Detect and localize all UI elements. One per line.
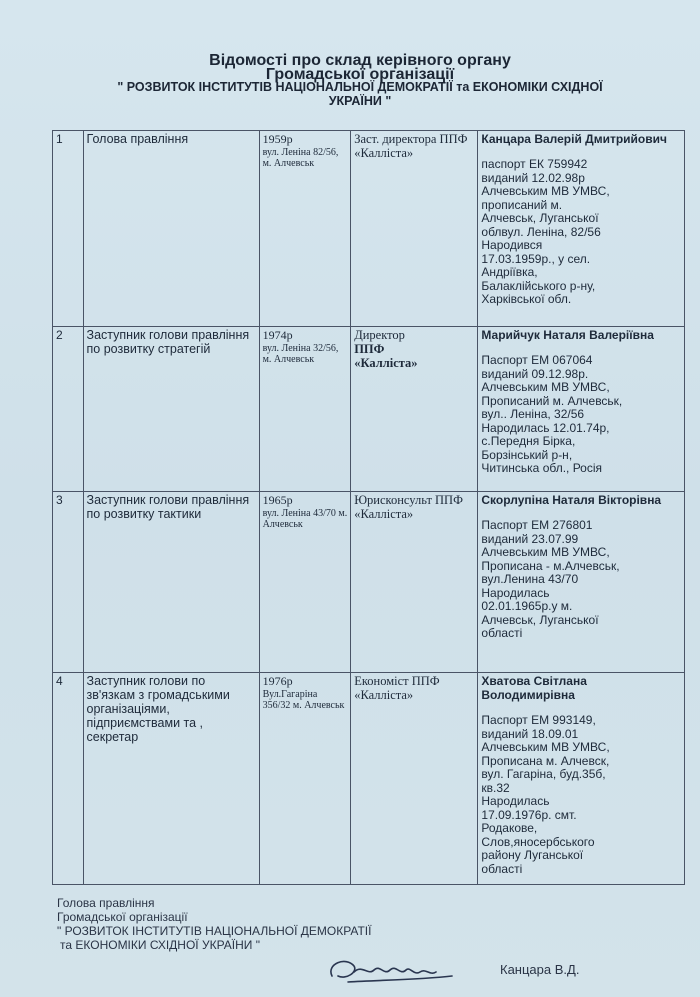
organization-name-line1: " РОЗВИТОК ІНСТИТУТІВ НАЦІОНАЛЬНОЇ ДЕМОКРАТІЇ та ЕКОНОМІКИ СХІДНОЇ	[117, 80, 603, 94]
birth-cell	[259, 492, 351, 673]
birth-cell	[259, 131, 351, 327]
company-name: «Каллiста»	[354, 356, 418, 370]
table-row	[53, 327, 685, 492]
birth-year: 1959р	[262, 132, 293, 146]
organization-name-line2: УКРАЇНИ "	[328, 94, 392, 108]
table-row	[53, 673, 685, 885]
personal-info-cell	[478, 131, 685, 327]
table-row	[53, 131, 685, 327]
members-table	[52, 130, 685, 885]
personal-info-cell	[478, 327, 685, 492]
position-cell: Заступник голови правління по розвитку тактики	[83, 492, 259, 673]
footer-org-name-line1: " РОЗВИТОК ІНСТИТУТІВ НАЦІОНАЛЬНОЇ ДЕМОКРАТІЇ	[57, 924, 372, 938]
job-cell: Заст. директора ППФ «Каллiста»	[351, 131, 478, 327]
table-row	[53, 492, 685, 673]
birth-year: 1974р	[262, 328, 293, 342]
row-number: 2	[53, 327, 84, 492]
footer-org-type: Громадської організації	[57, 910, 188, 924]
full-name: Скорлупіна Наталя Вікторівна	[481, 493, 662, 507]
birth-year: 1976р	[262, 674, 293, 688]
passport-info: паспорт ЕК 759942 виданий 12.02.98р Алчевським МВ УМВС, прописаний м. Алчевськ, Луганської облвул. Леніна, 82/56 Народився 17.03.1959р., у сел. Андріївка, Балаклійського р-ну, Харківської обл.	[481, 157, 610, 306]
birth-year: 1965р	[262, 493, 293, 507]
address: Вул.Гагаріна 356/32 м. Алчевськ	[262, 689, 345, 711]
footer-title: Голова правління	[57, 896, 155, 910]
job-cell	[351, 327, 478, 492]
passport-info: Паспорт ЕМ 276801 виданий 23.07.99 Алчевським МВ УМВС, Прописана - м.Алчевськ, вул.Ленина 43/70 Народилась 02.01.1965р.у м. Алчевськ, Луганської області	[481, 518, 620, 640]
birth-cell	[259, 327, 351, 492]
signer-name: Канцара В.Д.	[500, 962, 580, 977]
full-name: Канцара Валерій Дмитрийович	[481, 132, 667, 146]
personal-info-cell	[478, 673, 685, 885]
position-cell: Заступник голови по зв'язкам з громадськими організаціями, підприємствами та , секретар	[83, 673, 259, 885]
document-title: Відомості про склад керівного органу	[209, 52, 511, 69]
signature-icon	[318, 946, 458, 990]
full-name: Хватова Світлана Володимирівна	[481, 674, 587, 702]
row-number: 4	[53, 673, 84, 885]
full-name: Марийчук Наталя Валеріївна	[481, 328, 654, 342]
passport-info: Паспорт ЕМ 993149, виданий 18.09.01 Алчевським МВ УМВС, Прописана м. Алчевск, вул. Гагаріна, буд.35б, кв.32 Народилась 17.09.1976р. смт. Родакове, Слов,яносербського району Луганської області	[481, 713, 610, 876]
job-title: Директор	[354, 328, 405, 342]
job-cell: Економіст ППФ «Каллiста»	[351, 673, 478, 885]
address: вул. Леніна 82/56, м. Алчевськ	[262, 147, 339, 169]
job-cell: Юрисконсульт ППФ «Каллiста»	[351, 492, 478, 673]
row-number: 3	[53, 492, 84, 673]
passport-info: Паспорт ЕМ 067064 виданий 09.12.98р. Алчевським МВ УМВС, Прописаний м. Алчевськ, вул.. Леніна, 32/56 Народилась 12.01.74р, с.Передня Бірка, Борзінський р-н, Читинська обл., Росія	[481, 353, 623, 475]
position-cell: Заступник голови правління по розвитку стратегій	[83, 327, 259, 492]
birth-cell	[259, 673, 351, 885]
personal-info-cell	[478, 492, 685, 673]
row-number: 1	[53, 131, 84, 327]
organization-type: Громадської організації	[265, 66, 455, 83]
footer-org-name-line2: та ЕКОНОМІКИ СХІДНОЇ УКРАЇНИ "	[60, 938, 261, 952]
address: вул. Леніна 32/56, м. Алчевськ	[262, 343, 339, 365]
company-type: ППФ	[354, 342, 385, 356]
position-cell: Голова правління	[83, 131, 259, 327]
address: вул. Леніна 43/70 м. Алчевськ	[262, 508, 348, 530]
